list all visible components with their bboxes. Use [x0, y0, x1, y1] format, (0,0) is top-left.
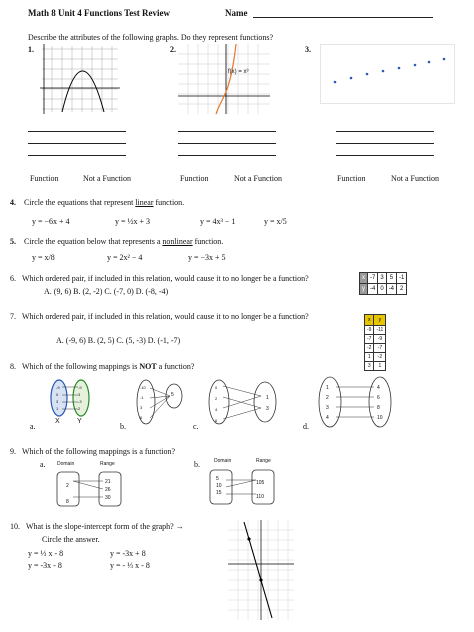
- table-cell: 1: [374, 362, 386, 371]
- q4-eq-2[interactable]: y = ½x + 3: [115, 217, 151, 226]
- graph3-choice-not[interactable]: Not a Function: [391, 174, 439, 183]
- graph1-choice-not[interactable]: Not a Function: [83, 174, 131, 183]
- q9-number: 9.: [10, 447, 16, 456]
- q9b-range-label: Range: [256, 458, 271, 464]
- mapping-d-right: 4 6 8 10: [377, 385, 383, 421]
- q4-eq-3[interactable]: y = 4x³ − 1: [200, 217, 236, 226]
- mapping-c-left: 0 2 4 6: [215, 385, 218, 423]
- table-cell: -9: [374, 335, 386, 344]
- q9-prompt: Which of the following mappings is a function?: [22, 447, 176, 456]
- graph1-line-2[interactable]: [28, 143, 126, 144]
- q5-number: 5.: [10, 237, 16, 246]
- graph3-line-1[interactable]: [336, 131, 434, 132]
- table-cell: -11: [374, 326, 386, 335]
- q6-options[interactable]: A. (9, 6) B. (2, -2) C. (-7, 0) D. (-8, -4): [44, 287, 169, 296]
- table-row: [365, 315, 386, 326]
- mapping-b-right: 5: [171, 392, 174, 398]
- q10-prompt: What is the slope-intercept form of the graph? →: [26, 522, 184, 531]
- table-cell: 3: [365, 362, 374, 371]
- graph2-choice-function[interactable]: Function: [180, 174, 209, 183]
- table-cell: 0: [378, 284, 386, 295]
- table-row: [365, 335, 386, 344]
- q8-choice-a[interactable]: a.: [30, 422, 36, 431]
- table-cell: 5: [386, 273, 396, 284]
- graphs-prompt: Describe the attributes of the following graphs. Do they represent functions?: [28, 33, 274, 42]
- graph2-cubic: [178, 44, 270, 114]
- q5-prompt: Circle the equation below that represents a nonlinear function.: [24, 237, 224, 246]
- q4-number: 4.: [10, 198, 16, 207]
- q10-eq-2[interactable]: y = -3x + 8: [110, 549, 146, 558]
- table-cell: -2: [365, 344, 374, 353]
- q10-eq-1[interactable]: y = ⅓ x - 8: [28, 549, 64, 558]
- graph3-number: 3.: [305, 45, 311, 54]
- mapping-c-right: 1 3: [266, 395, 269, 412]
- graph3-line-3[interactable]: [336, 155, 434, 156]
- table-cell: x: [360, 273, 368, 284]
- table-cell: -4: [368, 284, 378, 295]
- q8-choice-c[interactable]: c.: [193, 422, 199, 431]
- q5-eq-3[interactable]: y = −3x + 5: [188, 253, 226, 262]
- graph3-scatter: [320, 44, 455, 104]
- q9-choice-b[interactable]: b.: [194, 460, 200, 469]
- q9a-right: 21 26 30: [105, 479, 111, 501]
- q8-choice-d[interactable]: d.: [303, 422, 309, 431]
- graph3-choice-function[interactable]: Function: [337, 174, 366, 183]
- q10-line-graph: [228, 520, 294, 620]
- table-row: [365, 326, 386, 335]
- q5-eq-1[interactable]: y = x/8: [32, 253, 55, 262]
- q7-prompt: Which ordered pair, if included in this relation, would cause it to no longer be a function?: [22, 312, 309, 321]
- mapping-a-left: -9 0 3 1: [56, 385, 60, 411]
- q9b-domain-label: Domain: [214, 458, 232, 464]
- graph2-line-2[interactable]: [178, 143, 276, 144]
- table-cell: -4: [386, 284, 396, 295]
- q9a-range-label: Range: [100, 461, 115, 467]
- table-cell: 3: [378, 273, 386, 284]
- table-cell: y: [374, 315, 386, 326]
- graph2-line-1[interactable]: [178, 131, 276, 132]
- q8-prompt: Which of the following mappings is NOT a function?: [22, 362, 195, 371]
- table-cell: 2: [397, 284, 407, 295]
- table-cell: -7: [365, 335, 374, 344]
- mapping-d-left: 1 2 3 4: [326, 385, 329, 421]
- mapping-a-x-label: X: [55, 418, 60, 425]
- name-label: Name: [225, 8, 248, 18]
- table-cell: -7: [374, 344, 386, 353]
- q10-number: 10.: [10, 522, 20, 531]
- graph2-choice-not[interactable]: Not a Function: [234, 174, 282, 183]
- table-cell: -2: [374, 353, 386, 362]
- graph3-line-2[interactable]: [336, 143, 434, 144]
- graph1-choice-function[interactable]: Function: [30, 174, 59, 183]
- q9a-domain-label: Domain: [57, 461, 75, 467]
- table-cell: 1: [365, 353, 374, 362]
- q10-instruction: Circle the answer.: [42, 535, 100, 544]
- graph1-number: 1.: [28, 45, 34, 54]
- graph2-line-3[interactable]: [178, 155, 276, 156]
- graph1-line-3[interactable]: [28, 155, 126, 156]
- q10-eq-4[interactable]: y = - ⅓ x - 8: [110, 561, 150, 570]
- graph2-label: f(x) = x³: [228, 69, 249, 75]
- q4-prompt: Circle the equations that represent linear function.: [24, 198, 185, 207]
- q4-eq-1[interactable]: y = −6x + 4: [32, 217, 70, 226]
- table-cell: x: [365, 315, 374, 326]
- table-cell: -7: [368, 273, 378, 284]
- q7-number: 7.: [10, 312, 16, 321]
- mapping-a-right: -9 3 -3 2: [78, 385, 82, 411]
- table-row: [365, 353, 386, 362]
- q4-eq-4[interactable]: y = x/5: [264, 217, 287, 226]
- table-cell: -1: [397, 273, 407, 284]
- q9b-right: 105 110: [256, 480, 265, 500]
- q8-choice-b[interactable]: b.: [120, 422, 126, 431]
- graph2-number: 2.: [170, 45, 176, 54]
- q5-eq-2[interactable]: y = 2x² − 4: [107, 253, 143, 262]
- q9b-left: 5 10 15: [216, 476, 222, 496]
- table-row: [360, 273, 407, 284]
- q6-prompt: Which ordered pair, if included in this relation, would cause it to no longer be a function?: [22, 274, 309, 283]
- q6-number: 6.: [10, 274, 16, 283]
- mapping-a: [46, 378, 96, 424]
- q6-table: [359, 272, 407, 295]
- mapping-a-y-label: Y: [77, 418, 82, 425]
- table-cell: -9: [365, 326, 374, 335]
- worksheet-title: Math 8 Unit 4 Functions Test Review: [28, 8, 171, 18]
- name-line[interactable]: [253, 17, 433, 18]
- table-row: [365, 344, 386, 353]
- q7-options[interactable]: A. (-9, 6) B. (2, 5) C. (5, -3) D. (-1, -7): [56, 336, 181, 345]
- table-row: [365, 362, 386, 371]
- graph1-parabola: [38, 44, 120, 114]
- q9-choice-a[interactable]: a.: [40, 460, 46, 469]
- q8-number: 8.: [10, 362, 16, 371]
- q9a-left: 2 8: [66, 483, 69, 505]
- q10-eq-3[interactable]: y = -3x - 8: [28, 561, 62, 570]
- table-cell: y: [360, 284, 368, 295]
- q7-table: [364, 314, 386, 371]
- mapping-b-left: -10 -1 3 6: [140, 385, 146, 420]
- table-row: [360, 284, 407, 295]
- graph1-line-1[interactable]: [28, 131, 126, 132]
